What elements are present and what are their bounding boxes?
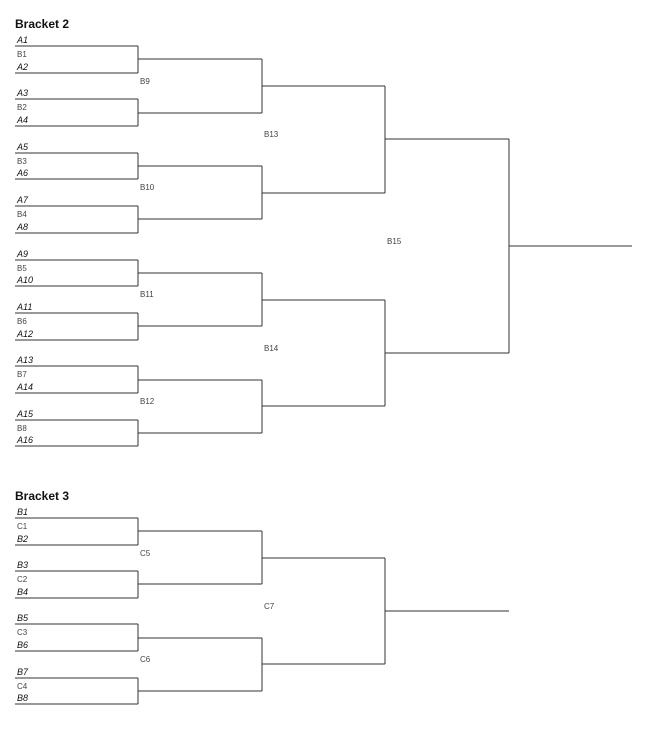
seed-label: A12	[17, 329, 34, 339]
seed-label: A13	[17, 355, 34, 365]
match-label: B12	[140, 397, 155, 406]
match-label: B4	[17, 210, 27, 219]
seed-label: A2	[17, 62, 29, 72]
bracket-2-title: Bracket 2	[15, 17, 70, 31]
match-label: B7	[17, 370, 27, 379]
match-label: C2	[17, 575, 28, 584]
seed-label: B2	[17, 534, 29, 544]
match-label: C3	[17, 628, 28, 637]
match-label: B14	[264, 344, 279, 353]
match-label: B1	[17, 50, 27, 59]
seed-label: A15	[17, 409, 34, 419]
seed-label: A8	[17, 222, 29, 232]
bracket-2-round-3	[262, 86, 385, 406]
seed-label: B8	[17, 693, 29, 703]
seed-label: B1	[17, 507, 29, 517]
seed-label: A10	[17, 275, 34, 285]
match-label: B3	[17, 157, 27, 166]
seed-label: A14	[17, 382, 34, 392]
seed-label: B7	[17, 667, 29, 677]
match-label: B13	[264, 130, 279, 139]
seed-label: B3	[17, 560, 29, 570]
match-label: B6	[17, 317, 27, 326]
match-label: C4	[17, 682, 28, 691]
seed-label: B6	[17, 640, 29, 650]
match-label: C5	[140, 549, 151, 558]
seed-label: A16	[17, 435, 34, 445]
bracket-2-round-2	[138, 59, 262, 433]
match-label: B11	[140, 290, 154, 299]
seed-label: A6	[17, 168, 29, 178]
match-label: C6	[140, 655, 151, 664]
seed-label: A1	[17, 35, 29, 45]
seed-label: A3	[17, 88, 29, 98]
match-label: C1	[17, 522, 28, 531]
seed-label: B5	[17, 613, 29, 623]
match-label: B9	[140, 77, 150, 86]
match-label: B15	[387, 237, 402, 246]
bracket-3-round-1	[15, 518, 138, 704]
match-label: B10	[140, 183, 155, 192]
seed-label: A4	[17, 115, 29, 125]
match-label: B8	[17, 424, 27, 433]
match-label: B5	[17, 264, 27, 273]
match-label: B2	[17, 103, 27, 112]
bracket-2-round-1	[15, 46, 138, 446]
bracket-3-round-2	[138, 531, 262, 691]
bracket-3-title: Bracket 3	[15, 489, 70, 503]
seed-label: A11	[17, 302, 33, 312]
seed-label: B4	[17, 587, 29, 597]
seed-label: A5	[17, 142, 29, 152]
bracket-2-round-4	[385, 139, 632, 353]
seed-label: A9	[17, 249, 29, 259]
seed-label: A7	[17, 195, 29, 205]
bracket-3-round-3	[262, 558, 509, 664]
match-label: C7	[264, 602, 275, 611]
